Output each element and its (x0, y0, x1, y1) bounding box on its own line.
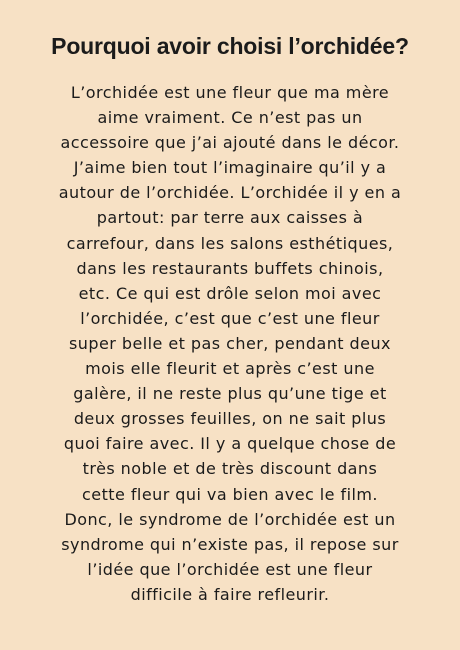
body-line: l’orchidée, c’est que c’est une fleur (80, 308, 380, 328)
body-line: super belle et pas cher, pendant deux (69, 333, 391, 353)
body-line: L’orchidée est une fleur que ma mère (70, 83, 390, 102)
body-line: accessoire que j’ai ajouté dans le décor. (60, 133, 400, 153)
body-line: mois elle fleurit et après c’est une (85, 359, 375, 379)
page-title: Pourquoi avoir choisi l’orchidée? (51, 33, 409, 59)
body-line: dans les restaurants buffets chinois, (76, 258, 384, 278)
body-line: carrefour, dans les salons esthétiques, (66, 233, 394, 253)
body-line: cette fleur qui va bien avec le film. (82, 484, 378, 504)
body-text (15, 80, 445, 607)
body-line: deux grosses feuilles, on ne sait plus (73, 409, 387, 429)
body-line: très noble et de très discount dans (82, 459, 378, 479)
body-line: quoi faire avec. Il y a quelque chose de (63, 434, 397, 454)
body-line: difficile à faire refleurir. (130, 584, 330, 604)
body-line: autour de l’orchidée. L’orchidée il y en a (58, 183, 402, 203)
body-line: etc. Ce qui est drôle selon moi avec (78, 283, 382, 303)
body-line: aime vraiment. Ce n’est pas un (97, 108, 363, 128)
body-line: l’idée que l’orchidée est une fleur (87, 559, 373, 579)
body-line: partout: par terre aux caisses à (96, 208, 364, 228)
body-line: J’aime bien tout l’imaginaire qu’il y a (73, 158, 387, 178)
body-line: Donc, le syndrome de l’orchidée est un (64, 509, 396, 529)
body-line: galère, il ne reste plus qu’une tige et (73, 384, 387, 404)
body-line: syndrome qui n’existe pas, il repose sur (61, 534, 399, 554)
